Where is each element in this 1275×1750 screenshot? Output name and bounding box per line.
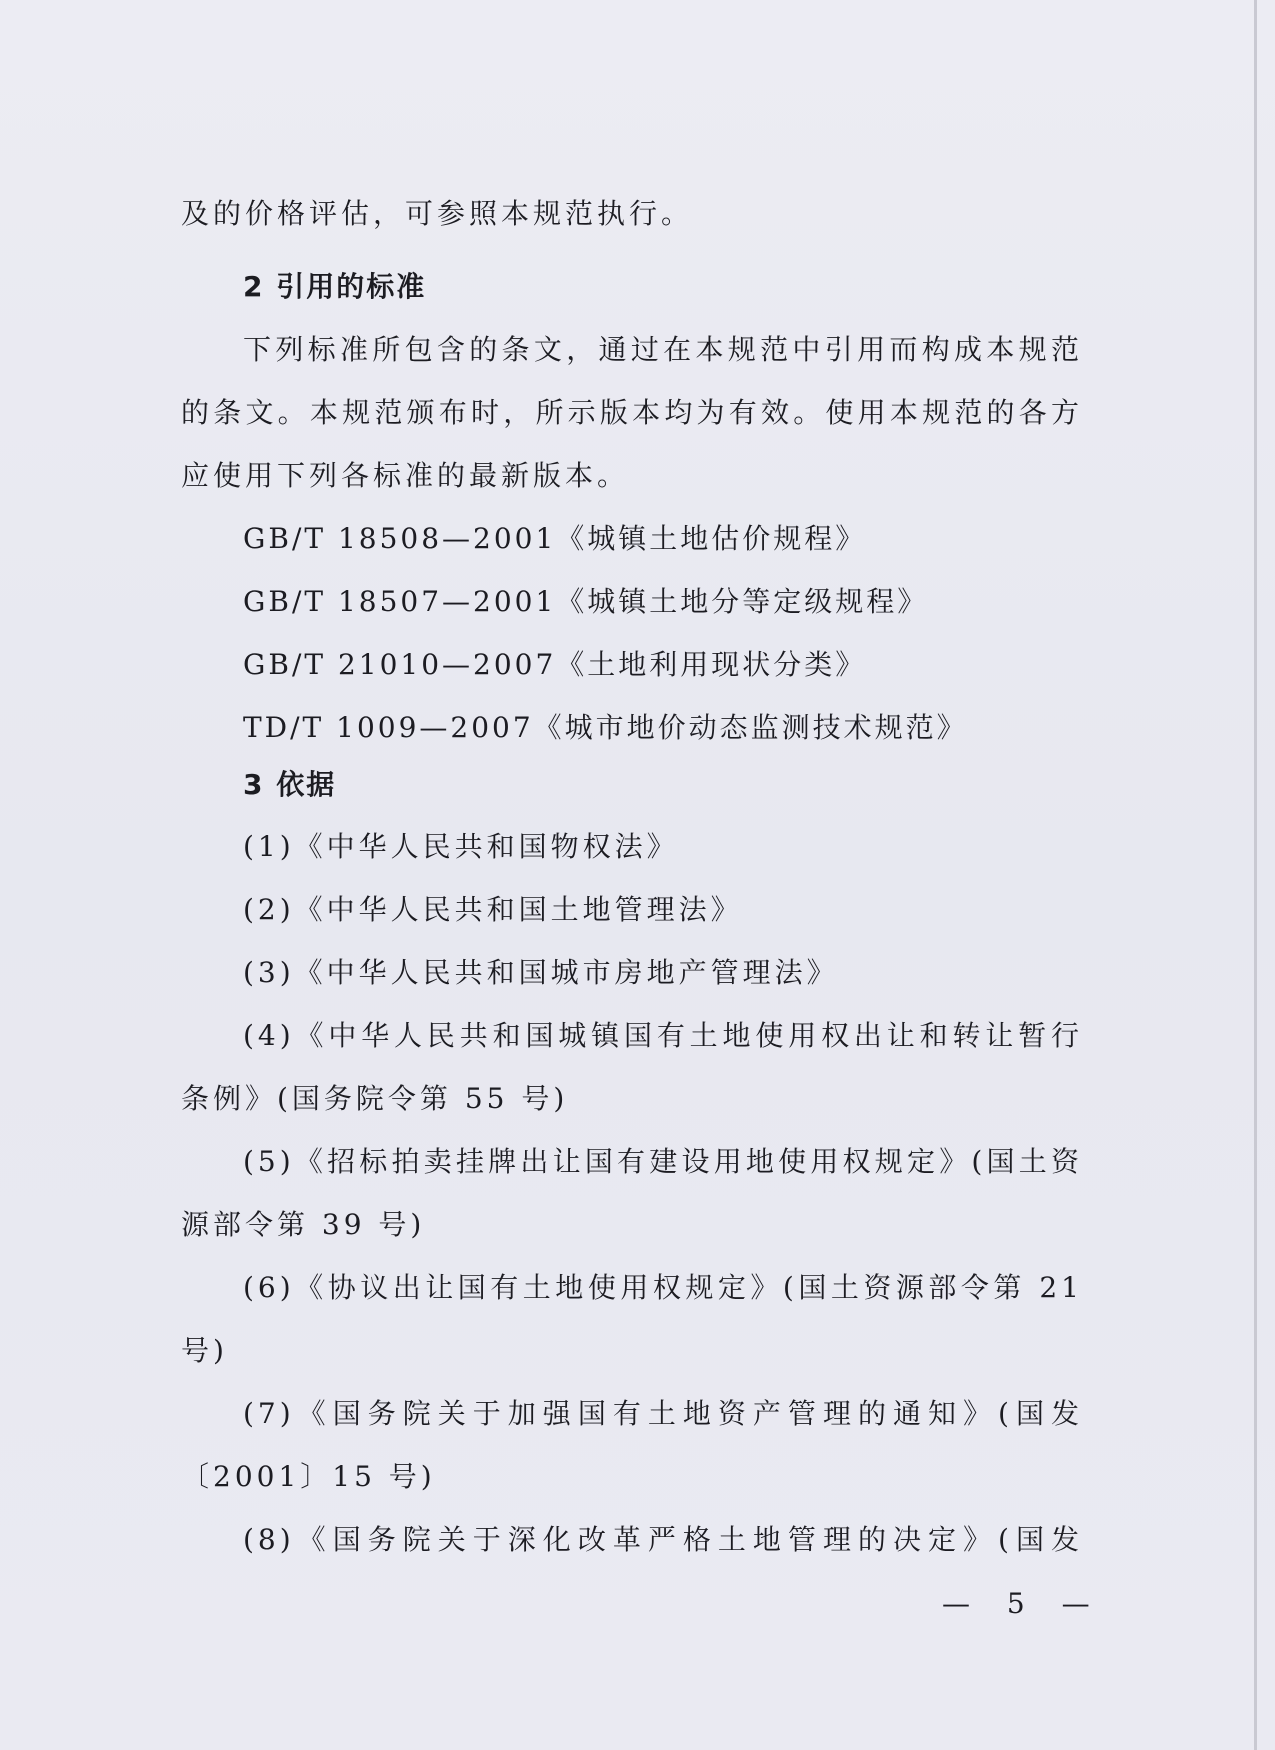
standard-reference: GB/T 18508—2001《城镇土地估价规程》 (243, 522, 867, 555)
basis-item-continuation: 源部令第 39 号) (181, 1208, 426, 1241)
text-line: 应使用下列各标准的最新版本。 (181, 459, 630, 492)
basis-item: (1)《中华人民共和国物权法》 (243, 830, 679, 863)
standard-reference: GB/T 18507—2001《城镇土地分等定级规程》 (243, 585, 929, 618)
basis-item: (4)《中华人民共和国城镇国有土地使用权出让和转让暂行 (243, 1019, 1083, 1052)
section-heading: 3 依据 (243, 768, 337, 801)
basis-item: (5)《招标拍卖挂牌出让国有建设用地使用权规定》(国土资 (243, 1145, 1083, 1178)
basis-item: (8)《国务院关于深化改革严格土地管理的决定》(国发 (243, 1523, 1083, 1556)
basis-item-continuation: 条例》(国务院令第 55 号) (181, 1082, 569, 1115)
text-line: 的条文。本规范颁布时，所示版本均为有效。使用本规范的各方 (181, 396, 1083, 429)
text-line: 下列标准所包含的条文，通过在本规范中引用而构成本规范 (243, 333, 1083, 366)
standard-reference: GB/T 21010—2007《土地利用现状分类》 (243, 648, 867, 681)
standard-reference: TD/T 1009—2007《城市地价动态监测技术规范》 (243, 711, 968, 744)
text-line: 及的价格评估，可参照本规范执行。 (181, 197, 694, 230)
basis-item: (2)《中华人民共和国土地管理法》 (243, 893, 743, 926)
basis-item: (6)《协议出让国有土地使用权规定》(国土资源部令第 21 (243, 1271, 1083, 1304)
section-heading: 2 引用的标准 (243, 270, 427, 303)
basis-item-continuation: 〔2001〕15 号) (181, 1460, 436, 1493)
basis-item-continuation: 号) (181, 1334, 228, 1367)
basis-item: (3)《中华人民共和国城市房地产管理法》 (243, 956, 839, 989)
page-number: — 5 — (942, 1587, 1104, 1620)
page-edge (1254, 0, 1257, 1750)
basis-item: (7)《国务院关于加强国有土地资产管理的通知》(国发 (243, 1397, 1083, 1430)
